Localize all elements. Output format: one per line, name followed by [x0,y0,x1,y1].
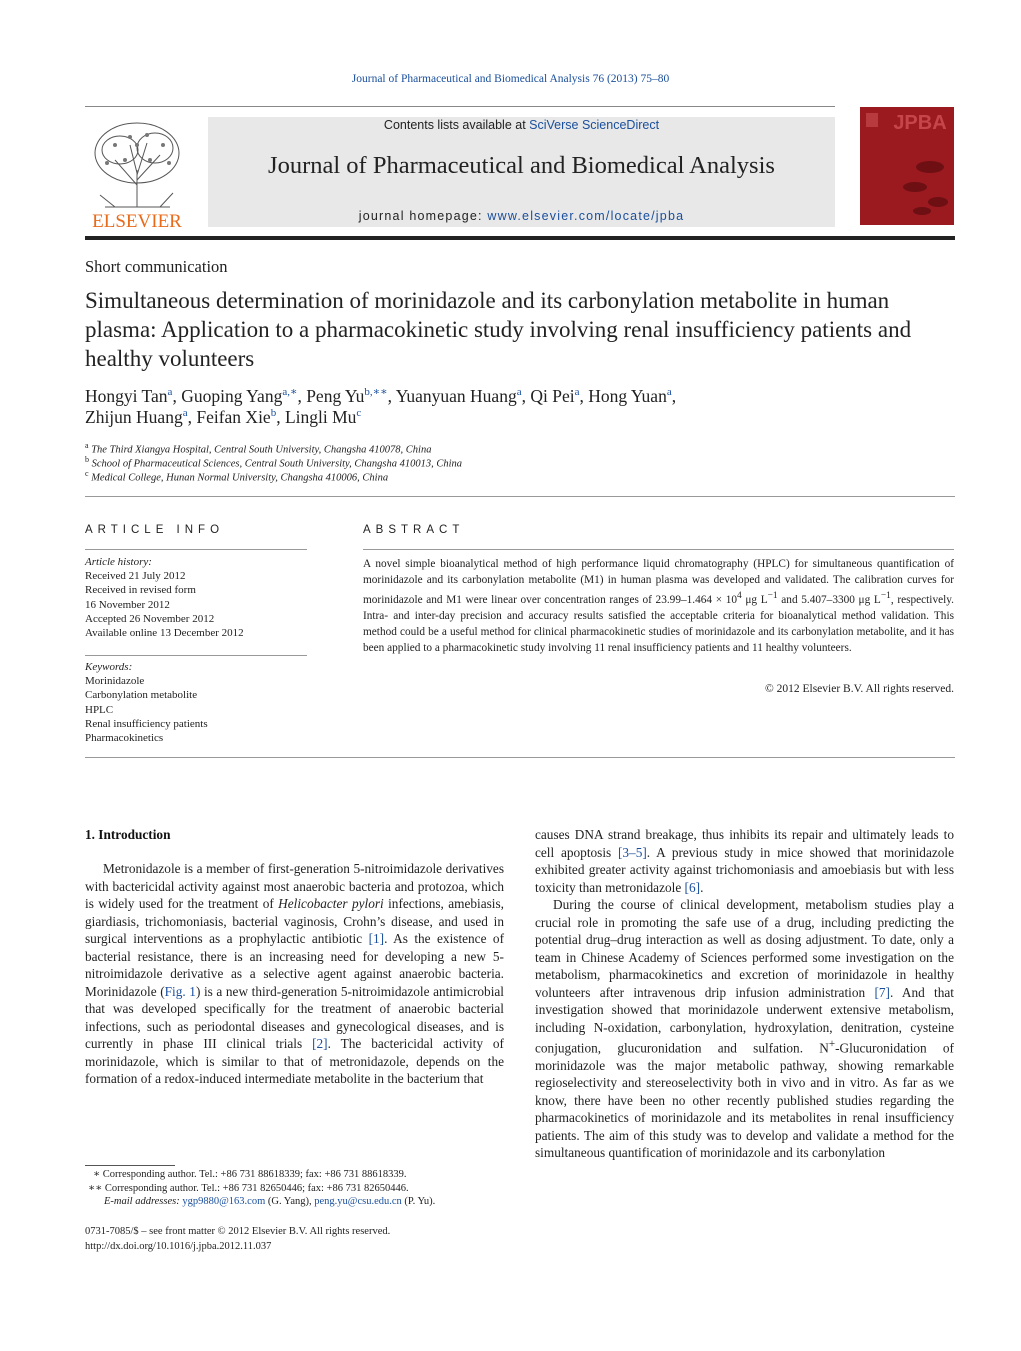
journal-cover-image[interactable] [860,107,954,225]
journal-reference[interactable]: Journal of Pharmaceutical and Biomedical Analysis 76 (2013) 75–80 [351,73,670,85]
divider [85,496,955,497]
author-affil-sup[interactable]: a,∗ [282,386,298,398]
author-sep: , [521,385,531,406]
abstract-sup: −1 [767,591,778,601]
author-affil-sup[interactable]: b,∗∗ [364,386,388,398]
affiliation-a [85,441,431,456]
journal-cover-art [860,107,954,225]
elsevier-wordmark: ELSEVIER [92,211,182,230]
footnote-emails [104,1196,435,1207]
text-run: . And that investigation showed that morinidazole underwent extensive metabolism, including N-oxidation, carbonylation, hydroxylation, denitration, cysteine conjugation, glucuronidation and sulfation. N [535,984,954,1056]
article-type: Short communication [85,257,228,276]
body-column-right [535,826,954,1162]
contents-available-line [208,118,835,132]
journal-name: Journal of Pharmaceutical and Biomedical Analysis [268,152,775,179]
citation-link[interactable]: [3–5] [617,844,647,860]
divider [85,655,307,656]
history-label: Article history: [85,556,152,568]
divider [85,757,955,758]
author-sep: , [297,385,307,406]
history-item: Accepted 26 November 2012 [85,612,215,625]
affiliation-key: c [85,469,89,478]
journal-homepage-line [208,209,835,223]
abstract-sup: 4 [737,591,742,601]
cover-title: JPBA [893,112,947,134]
article-title: Simultaneous determination of morinidazole and its carbonylation metabolite in human plasma: Application to a pharmacokinetic study involving renal insufficiency patients and healthy volunteers [85,288,912,371]
footnote-corresponding-1: ∗ Corresponding author. Tel.: +86 731 88618339; fax: +86 731 88618339. [93,1169,407,1180]
divider [363,549,954,550]
text-run: . As the existence of bacterial resistance, there is an increasing need for developing a new 5-nitroimidazole derivative as a selective agent against anaerobic bacteria. Morinidazole ( [85,931,505,999]
author-name[interactable]: Hongyi Tan [85,385,168,406]
author-sep: , [276,407,285,427]
citation-link[interactable]: [6] [684,879,701,895]
text-run: During the course of clinical development, metabolism studies play a crucial role in promoting the safe use of a drug, including predicting the potential drug–drug interaction as well as dosing adjustment. To date, only a team in Chinese Academy of Sciences performed some investigation on the metabolism, pharmacokinetics and excretion of morinidazole in healthy volunteers after intravenous drip infusion administration [535,897,954,1000]
author-affil-sup[interactable]: a [182,407,188,420]
header-top-rule [85,106,835,107]
abstract-text [363,556,954,656]
text-run: Metronidazole is a member of first-generation 5-nitroimidazole derivatives with bactericidal activity against most anaerobic bacteria and protozoa, which is widely used for the treatment of [85,861,504,911]
abstract-heading: ABSTRACT [363,524,465,536]
history-item: Received in revised form [85,584,196,597]
author-name[interactable]: Yuanyuan Huang [395,385,517,406]
author-name[interactable]: Hong Yuan [588,385,667,406]
history-item: 16 November 2012 [85,598,170,611]
text-run: -Glucuronidation of morinidazole was the major metabolic pathway, showing remarkable regioselectivity and stereoselectivity both in vivo and in vitro. As far as we know, there have been no other recently published studies regarding the pharmacokinetics of morinidazole and its metabolites in renal insufficiency patients. The aim of this study was to develop and validate a method for the simultaneous quantification of morinidazole and its carbonylation [535,1040,954,1161]
author-name[interactable]: Feifan Xie [196,407,271,427]
text-run: . [700,879,704,895]
paragraph [535,896,954,1162]
article-info-heading: ARTICLE INFO [85,524,225,536]
text-run: causes DNA strand breakage, thus inhibits its repair and ultimately leads to cell apoptosis [535,827,954,860]
abstract-part: μg L [741,593,768,606]
copyright: © 2012 Elsevier B.V. All rights reserved. [765,683,954,695]
author-sep: , [387,385,396,406]
authors-line-2 [85,407,361,428]
doi-link[interactable]: http://dx.doi.org/10.1016/j.jpba.2012.11.037 [85,1241,272,1252]
affiliation-c [85,469,388,484]
affiliation-b [85,455,462,470]
keyword: Morinidazole [85,675,145,688]
homepage-prefix: journal homepage: [358,209,488,223]
section-heading: 1. Introduction [85,827,171,842]
author-sep: , [172,385,182,406]
divider [85,549,307,550]
text-run: . A previous study in mice showed that morinidazole exhibited greater activity against trichomoniasis and amoebiasis but with less toxicity than metronidazole [535,844,954,895]
author-affil-sup[interactable]: c [356,407,362,420]
citation-link[interactable]: [7] [874,984,890,1000]
keyword: Renal insufficiency patients [85,717,208,730]
author-name[interactable]: Qi Pei [530,385,575,406]
author-name[interactable]: Guoping Yang [181,385,283,406]
sciencedirect-link[interactable]: SciVerse ScienceDirect [529,118,660,132]
issn-line: 0731-7085/$ – see front matter © 2012 Elsevier B.V. All rights reserved. [85,1226,391,1237]
abstract-part: , respectively. Intra- and inter-day precision and accuracy results satisfied the acceptable criteria for bioanalytical method validation. This method could be a useful method for clinical pharmacokinetic studies of morinidazole and its carbonylation metabolite, and it has been applied to a pharmacokinetic study involving 11 renal insufficiency patients and 11 healthy volunteers. [363,593,954,654]
citation-link[interactable]: [1] [368,931,385,946]
article-history [85,555,315,640]
keywords-label: Keywords: [85,661,133,673]
author-affil-sup[interactable]: a [516,386,522,398]
abstract-part: A novel simple bioanalytical method of high performance liquid chromatography (HPLC) for simultaneous quantification of morinidazole and its carbonylation metabolite (M1) in human plasma was developed and validated. The calibration curves for morinidazole and M1 were linear over concentration ranges of 23.99–1.464 × 10 [363,558,954,606]
keyword: Carbonylation metabolite [85,689,198,702]
author-affil-sup[interactable]: a [167,386,173,398]
elsevier-tree-icon [85,115,190,230]
body-column-left [85,860,504,1088]
affiliation-key: b [85,455,89,464]
author-sep: , [187,407,197,427]
author-sep: , [671,385,677,406]
abstract-sup: −1 [880,591,891,601]
elsevier-logo [85,115,190,230]
keyword: Pharmacokinetics [85,732,164,745]
keyword: HPLC [85,703,114,716]
author-name[interactable]: Lingli Mu [284,407,357,427]
email-link[interactable]: peng.yu@csu.edu.cn [314,1196,402,1207]
footnote-corresponding-2: ∗∗ Corresponding author. Tel.: +86 731 82650446; fax: +86 731 82650446. [88,1183,409,1194]
citation-link[interactable]: [2] [312,1036,328,1051]
homepage-link[interactable]: www.elsevier.com/locate/jpba [487,209,685,223]
superscript: + [828,1038,836,1050]
affiliation-text: Medical College, Hunan Normal University, Changsha 410006, China [91,472,389,484]
author-name[interactable]: Peng Yu [306,385,365,406]
footnote-rule [85,1165,175,1166]
text-run: infections, amebiasis, giardiasis, trichomoniasis, bacterial vaginosis, Crohn’s disease, and used in surgical interventions as a prophylactic antibiotic [85,896,505,946]
header-thick-rule [85,236,955,240]
authors-line-1 [85,385,676,407]
author-affil-sup[interactable]: a [666,386,672,398]
text-run: . The bactericidal activity of morinidazole, which is similar to that of metronidazole, depends on the formation of a redox-induced intermediate metabolite in the bacterium that [85,1036,504,1086]
email-owner: (G. Yang), [265,1196,315,1207]
history-item: Received 21 July 2012 [85,570,186,583]
paragraph [85,860,504,1088]
figure-link[interactable]: Fig. 1 [164,983,196,999]
affiliation-text: School of Pharmaceutical Sciences, Central South University, Changsha 410013, China [91,458,463,470]
email-label: E-mail addresses: [104,1196,180,1207]
paragraph [535,826,954,896]
text-run: ) is a new third-generation 5-nitroimidazole antimicrobial that was developed specifically for the treatment of anaerobic bacterial infections, such as periodontal diseases and gynecological diseases, and is currently in phase III clinical trials [85,983,504,1051]
abstract-part: and 5.407–3300 μg L [777,593,881,606]
contents-prefix: Contents lists available at [383,118,530,132]
author-sep: , [579,385,589,406]
author-affil-sup[interactable]: b [270,407,277,420]
author-affil-sup[interactable]: a [574,386,580,398]
email-link[interactable]: ygp9880@163.com [182,1196,266,1207]
author-name[interactable]: Zhijun Huang [85,407,183,427]
email-owner: (P. Yu). [401,1196,436,1207]
affiliation-key: a [85,441,89,450]
species-name: Helicobacter pylori [278,896,384,911]
keywords [85,660,315,745]
history-item: Available online 13 December 2012 [85,627,244,640]
affiliation-text: The Third Xiangya Hospital, Central South University, Changsha 410078, China [91,444,432,456]
